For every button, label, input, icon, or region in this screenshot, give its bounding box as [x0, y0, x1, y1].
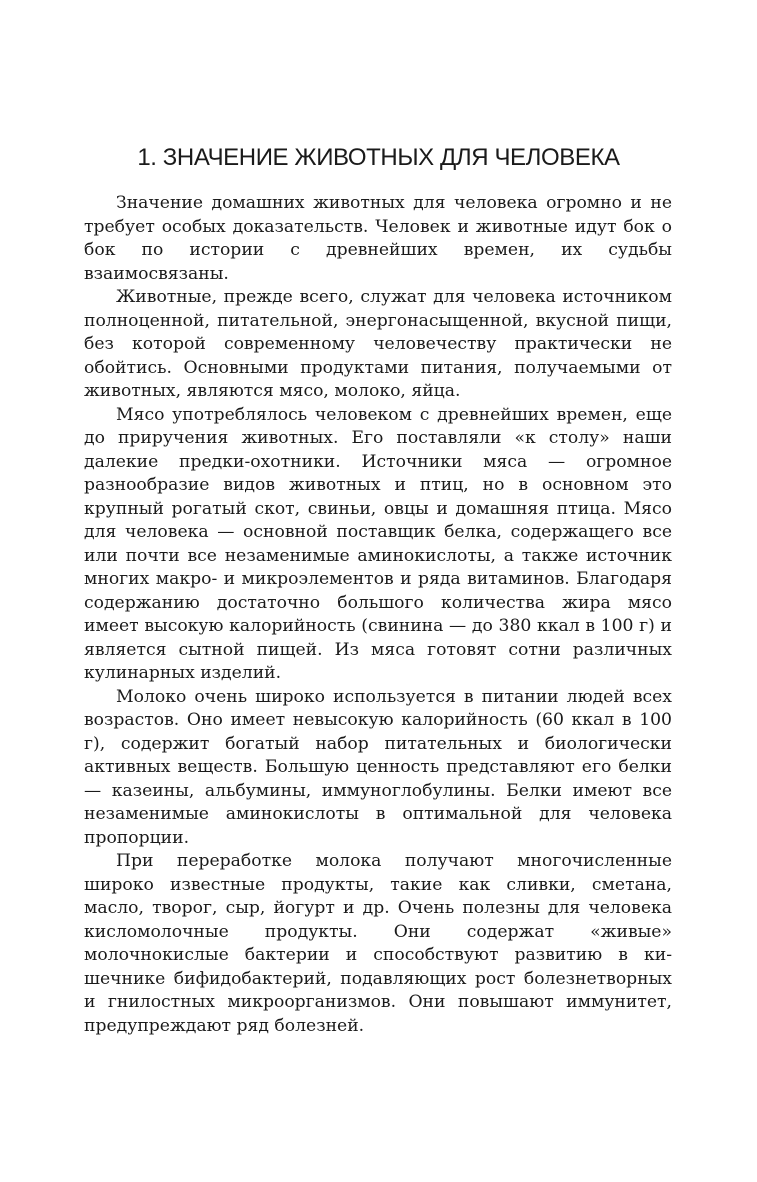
- paragraph-dairy-products: При переработке молока получают многочисленные широко известные продукты, такие как сливки, сметана, масло, творог, сыр, йогурт и др. Очень полезны для человека кисломолочные продукты. Они содержат «живые» молочнокислые бактерии и способствуют развитию в кишечнике бифидобактерий, подавляющих рост болезнетворных и гнилостных микроорганизмов. Они повышают иммунитет, предупреждают ряд болезней.: [84, 851, 672, 1036]
- paragraph-intro: Значение домашних животных для человека огромно и не требует особых доказательств. Человек и животные идут бок о бок по истории с древнейших времен, их судьбы взаимосвязаны.: [84, 193, 672, 284]
- paragraph-meat: Мясо употреблялось человеком с древнейших времен, еще до приручения животных. Его поставляли «к столу» наши далекие предки-охотники. Источники мяса — огромное разнообразие видов животных и птиц, но в основном это крупный рогатый скот, свиньи, овцы и домашняя птица. Мясо для человека — основной поставщик белка, содержащего все или почти все незаменимые аминокислоты, а также источник многих макро- и микроэлементов и ряда витаминов. Благодаря содержанию достаточно большого количества жира мясо имеет высокую калорийность (свинина — до 380 ккал в 100 г) и является сытной пищей. Из мяса готовят сотни различных кулинарных изделий.: [84, 404, 672, 683]
- paragraph-animals-food: Животные, прежде всего, служат для человека источником полноценной, питательной, энергонасыщенной, вкусной пищи, без которой современному человечеству практически не обойтись. Основными продуктами питания, получаемыми от животных, являются мясо, молоко, яйца.: [84, 287, 672, 401]
- chapter-body: [84, 192, 672, 1038]
- chapter-title: 1. ЗНАЧЕНИЕ ЖИВОТНЫХ ДЛЯ ЧЕЛОВЕКА: [137, 144, 620, 171]
- paragraph-milk: Молоко очень широко используется в питании людей всех возрастов. Оно имеет невысокую калорийность (60 ккал в 100 г), содержит богатый набор питательных и биологически активных веществ. Большую ценность представляют его белки — казеины, альбумины, иммуноглобулины. Белки имеют все незаменимые аминокислоты в оптимальной для человека пропорции.: [84, 686, 672, 848]
